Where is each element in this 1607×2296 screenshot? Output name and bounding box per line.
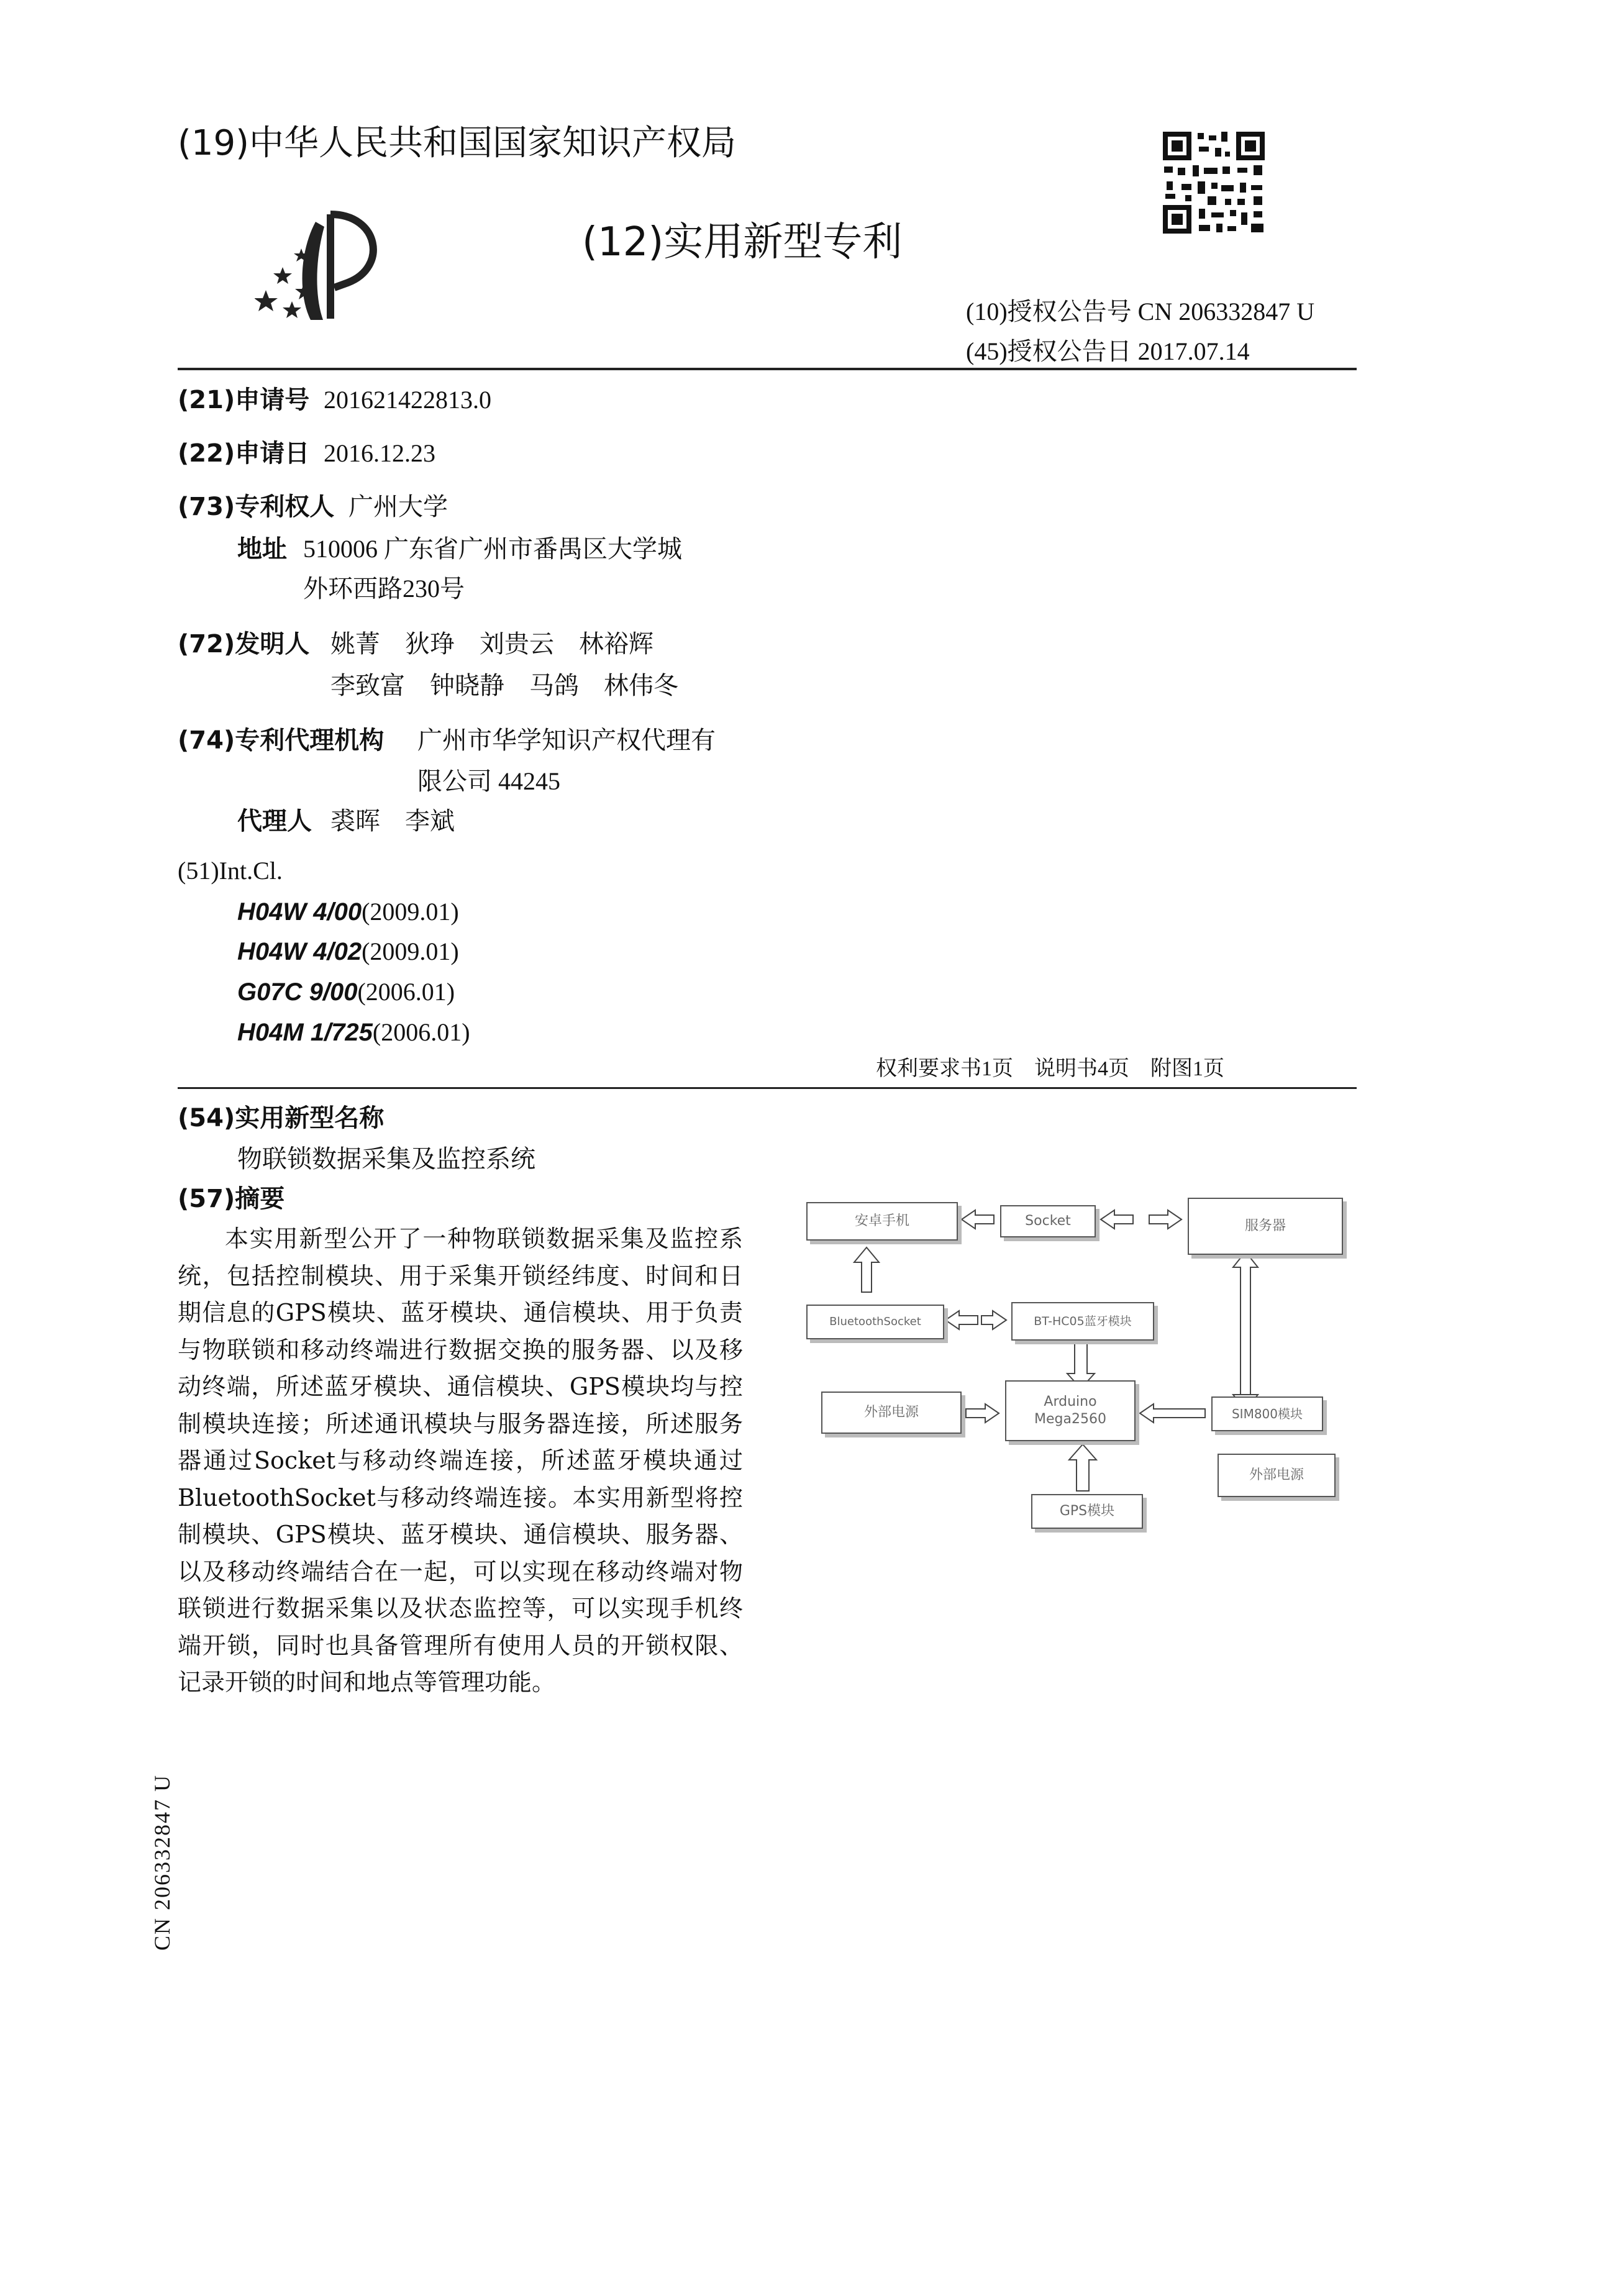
agency-line-2: 限公司 44245 — [417, 767, 560, 795]
ipc-entry — [237, 977, 455, 1006]
inventors-line-2: 李致富 钟晓静 马鸽 林伟冬 — [330, 672, 678, 699]
abstract-label: (57)摘要 — [178, 1185, 285, 1213]
ipc-version: (2006.01) — [372, 1018, 470, 1046]
agency-line-1: 广州市华学知识产权代理有 — [417, 726, 716, 754]
cnipa-emblem-icon — [255, 208, 391, 326]
ipc-code: H04W 4/00 — [237, 898, 362, 926]
diagram-node-sim-module: SIM800模块 — [1211, 1396, 1323, 1431]
diagram-node-gps: GPS模块 — [1031, 1494, 1143, 1529]
abstract-text: 本实用新型公开了一种物联锁数据采集及监控系统，包括控制模块、用于采集开锁经纬度、时间和日期信息的GPS模块、蓝牙模块、通信模块、用于负责与物联锁和移动终端进行数据交换的服务器、以及移动终端，所述蓝牙模块、通信模块、GPS模块均与控制模块连接；所述通讯模块与服务器连接，所述服务器通过Socket与移动终端连接，所述蓝牙模块通过BluetoothSocket与移动终端连接。本实用新型将控制模块、GPS模块、蓝牙模块、通信模块、服务器、以及移动终端结合在一起，可以实现在移动终端对物联锁进行数据采集以及状态监控等，可以实现手机终端开锁，同时也具备管理所有使用人员的开锁权限、记录开锁的时间和地点等管理功能。 — [178, 1225, 743, 1696]
diagram-node-android: 安卓手机 — [806, 1202, 958, 1241]
inventors-label: (72)发明人 — [178, 630, 310, 658]
agency-label: (74)专利代理机构 — [178, 726, 385, 755]
diagram-node-socket: Socket — [1000, 1205, 1096, 1237]
agent-label: 代理人 — [237, 807, 312, 836]
diagram-arduino-line-1: Arduino — [1044, 1394, 1097, 1410]
system-block-diagram — [801, 1180, 1360, 1528]
ipc-version: (2009.01) — [362, 937, 459, 965]
diagram-node-bt-module: BT-HC05蓝牙模块 — [1011, 1302, 1154, 1341]
diagram-node-arduino — [1005, 1380, 1136, 1441]
ipc-version: (2006.01) — [357, 978, 455, 1006]
diagram-node-external-power-right: 外部电源 — [1218, 1454, 1336, 1497]
address-line-1: 510006 广东省广州市番禺区大学城 — [303, 535, 682, 563]
patentee — [178, 487, 448, 522]
ipc-code: G07C 9/00 — [237, 978, 358, 1006]
office-name: (19)中华人民共和国国家知识产权局 — [178, 123, 736, 163]
ipc-entry — [237, 1018, 470, 1047]
diagram-arduino-line-2: Mega2560 — [1034, 1411, 1106, 1427]
ipc-entry — [237, 897, 459, 926]
agent-value: 裘晖 李斌 — [330, 807, 455, 835]
inventors-line-1: 姚菁 狄琤 刘贵云 林裕辉 — [330, 630, 653, 658]
publication-date: (45)授权公告日 2017.07.14 — [966, 337, 1250, 365]
patentee-label: (73)专利权人 — [178, 493, 335, 521]
address-label: 地址 — [237, 535, 287, 563]
utility-model-title: 物联锁数据采集及监控系统 — [237, 1145, 535, 1173]
application-date — [178, 434, 435, 469]
application-date-value: 2016.12.23 — [323, 439, 435, 467]
application-number-value: 201621422813.0 — [323, 386, 491, 414]
qr-code — [1160, 129, 1267, 236]
application-date-label: (22)申请日 — [178, 439, 310, 468]
document-type: (12)实用新型专利 — [582, 219, 903, 265]
diagram-node-server: 服务器 — [1188, 1198, 1343, 1255]
ipc-code: H04W 4/02 — [237, 938, 362, 965]
application-number — [178, 380, 491, 416]
diagram-node-external-power-left: 外部电源 — [821, 1392, 962, 1434]
ipc-version: (2009.01) — [362, 898, 459, 926]
application-number-label: (21)申请号 — [178, 386, 310, 414]
side-publication-code: CN 206332847 U — [150, 1774, 175, 1951]
ipc-entry — [237, 937, 459, 966]
int-cl-label: (51)Int.Cl. — [178, 857, 283, 885]
address-line-2: 外环西路230号 — [303, 575, 465, 603]
publication-number: (10)授权公告号 CN 206332847 U — [966, 298, 1315, 326]
title-label: (54)实用新型名称 — [178, 1104, 385, 1132]
header-rule — [178, 368, 1357, 370]
patentee-value: 广州大学 — [348, 493, 448, 521]
ipc-code: H04M 1/725 — [237, 1019, 373, 1046]
diagram-node-bluetooth-socket: BluetoothSocket — [806, 1305, 944, 1339]
page-counts: 权利要求书1页 说明书4页 附图1页 — [876, 1057, 1224, 1080]
section-rule — [178, 1087, 1357, 1089]
